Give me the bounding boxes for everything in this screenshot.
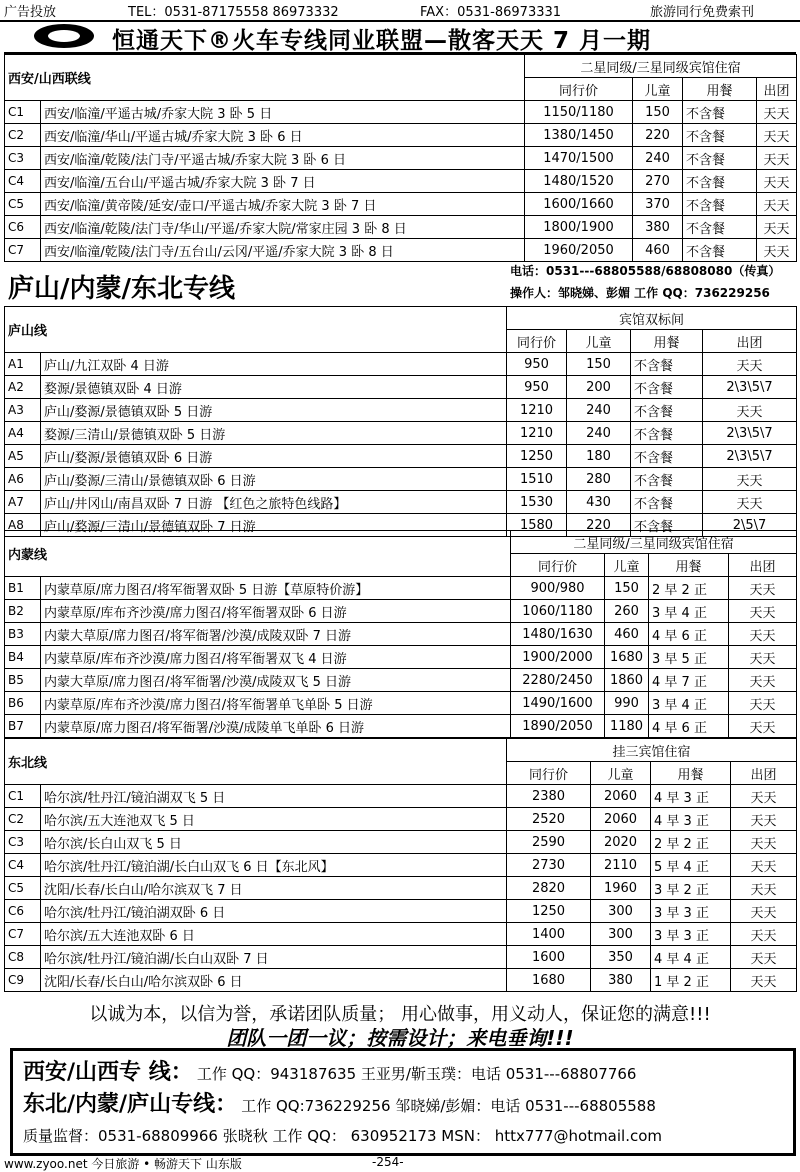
route-name: 哈尔滨/牡丹江/镜泊湖双卧 6 日 — [41, 900, 507, 923]
child-price: 240 — [633, 147, 683, 170]
neimeng-col-header: 儿童 — [605, 554, 649, 577]
child-price: 380 — [633, 216, 683, 239]
child-price: 1180 — [605, 715, 649, 738]
departure-days: 天天 — [731, 969, 797, 992]
table-row — [5, 124, 797, 147]
meal-info: 不含餐 — [631, 422, 703, 445]
departure-days: 天天 — [703, 399, 797, 422]
table-row — [5, 376, 797, 399]
route-name: 内蒙大草原/席力图召/将军衙署/沙漠/成陵双卧 7 日游 — [41, 623, 511, 646]
footer-site: www.zyoo.net 今日旅游 • 畅游天下 山东版 — [4, 1157, 242, 1171]
table-row — [5, 900, 797, 923]
route-price: 1480/1630 — [511, 623, 605, 646]
route-name: 内蒙草原/库布齐沙漠/席力图召/将军衙署单飞单卧 5 日游 — [41, 692, 511, 715]
route-price: 1150/1180 — [525, 101, 633, 124]
big-heading: 庐山/内蒙/东北专线 — [8, 274, 235, 304]
table-row — [5, 216, 797, 239]
departure-days: 天天 — [729, 715, 797, 738]
table-row — [5, 854, 797, 877]
table-row — [5, 923, 797, 946]
route-name: 婺源/三清山/景德镇双卧 5 日游 — [41, 422, 507, 445]
departure-days: 天天 — [703, 353, 797, 376]
tel-text: TEL：0531-87175558 86973332 — [128, 5, 339, 20]
route-name: 内蒙草原/库布齐沙漠/席力图召/将军衙署双卧 6 日游 — [41, 600, 511, 623]
dongbei-heading: 东北线 — [5, 739, 507, 785]
child-price: 370 — [633, 193, 683, 216]
meal-info: 1 早 2 正 — [651, 969, 731, 992]
departure-days: 天天 — [703, 468, 797, 491]
meal-info: 不含餐 — [631, 468, 703, 491]
table-row — [5, 831, 797, 854]
route-price: 1250 — [507, 900, 591, 923]
child-price: 2060 — [591, 808, 651, 831]
meal-info: 3 早 5 正 — [649, 646, 729, 669]
route-name: 哈尔滨/牡丹江/镜泊湖双飞 5 日 — [41, 785, 507, 808]
child-price: 1960 — [591, 877, 651, 900]
route-code: A8 — [5, 514, 41, 537]
child-price: 300 — [591, 900, 651, 923]
route-price: 1530 — [507, 491, 567, 514]
child-price: 220 — [567, 514, 631, 537]
route-name: 西安/临潼/黄帝陵/延安/壶口/平遥古城/乔家大院 3 卧 7 日 — [41, 193, 525, 216]
route-name: 西安/临潼/乾陵/法门寺/华山/平遥/乔家大院/常家庄园 3 卧 8 日 — [41, 216, 525, 239]
dongbei-line-label: 东北/内蒙/庐山专线： — [23, 1092, 238, 1117]
route-code: C3 — [5, 831, 41, 854]
quality-supervision: 质量监督：0531-68809966 张晓秋 工作 QQ： 630952173 MSN： httx777@hotmail.com — [23, 1127, 663, 1145]
meal-info: 不含餐 — [631, 376, 703, 399]
ad-label: 广告投放 — [4, 5, 57, 20]
route-name: 哈尔滨/牡丹江/镜泊湖/长白山双卧 7 日 — [41, 946, 507, 969]
child-price: 2020 — [591, 831, 651, 854]
route-code: C2 — [5, 808, 41, 831]
departure-days: 天天 — [703, 491, 797, 514]
contact-operator: 操作人：邹晓娣、彭媚 工作 QQ：736229256 — [510, 286, 770, 300]
neimeng-col-header: 出团 — [729, 554, 797, 577]
departure-days: 天天 — [757, 239, 797, 262]
fax-text: FAX：0531-86973331 — [420, 5, 562, 20]
meal-info: 不含餐 — [631, 514, 703, 537]
table-row — [5, 170, 797, 193]
route-code: B6 — [5, 692, 41, 715]
table-row — [5, 577, 797, 600]
child-price: 430 — [567, 491, 631, 514]
meal-info: 不含餐 — [631, 399, 703, 422]
route-name: 西安/临潼/五台山/平遥古城/乔家大院 3 卧 7 日 — [41, 170, 525, 193]
route-price: 1060/1180 — [511, 600, 605, 623]
meal-info: 3 早 2 正 — [651, 877, 731, 900]
child-price: 280 — [567, 468, 631, 491]
dongbei-col-header: 同行价 — [507, 762, 591, 785]
page-title: 恒通天下®火车专线同业联盟—散客天天 7 月一期 — [112, 28, 652, 54]
child-price: 150 — [567, 353, 631, 376]
route-price: 1510 — [507, 468, 567, 491]
route-code: A4 — [5, 422, 41, 445]
meal-info: 3 早 3 正 — [651, 923, 731, 946]
route-price: 2380 — [507, 785, 591, 808]
route-code: C6 — [5, 216, 41, 239]
xian-col-header: 同行价 — [525, 78, 633, 101]
meal-info: 不含餐 — [683, 124, 757, 147]
neimeng-table — [4, 530, 797, 738]
meal-info: 不含餐 — [631, 491, 703, 514]
neimeng-col-header: 用餐 — [649, 554, 729, 577]
route-code: C5 — [5, 193, 41, 216]
route-price: 1470/1500 — [525, 147, 633, 170]
neimeng-col-header: 同行价 — [511, 554, 605, 577]
route-name: 庐山/九江双卧 4 日游 — [41, 353, 507, 376]
route-code: B2 — [5, 600, 41, 623]
meal-info: 不含餐 — [683, 193, 757, 216]
route-code: C7 — [5, 239, 41, 262]
meal-info: 4 早 3 正 — [651, 808, 731, 831]
route-name: 哈尔滨/五大连池双卧 6 日 — [41, 923, 507, 946]
table-row — [5, 193, 797, 216]
departure-days: 天天 — [729, 669, 797, 692]
route-name: 沈阳/长春/长白山/哈尔滨双卧 6 日 — [41, 969, 507, 992]
route-name: 西安/临潼/平遥古城/乔家大院 3 卧 5 日 — [41, 101, 525, 124]
route-name: 庐山/婺源/三清山/景德镇双卧 7 日游 — [41, 514, 507, 537]
table-row — [5, 399, 797, 422]
route-price: 1580 — [507, 514, 567, 537]
neimeng-heading: 内蒙线 — [5, 531, 511, 577]
meal-info: 2 早 2 正 — [651, 831, 731, 854]
departure-days: 天天 — [729, 600, 797, 623]
route-price: 1960/2050 — [525, 239, 633, 262]
top-bar — [0, 0, 800, 22]
table-row — [5, 491, 797, 514]
route-price: 1210 — [507, 422, 567, 445]
lushan-col-header: 出团 — [703, 330, 797, 353]
lushan-col-header: 同行价 — [507, 330, 567, 353]
free-text: 旅游同行免费索刊 — [650, 5, 755, 20]
meal-info: 不含餐 — [683, 147, 757, 170]
departure-days: 天天 — [731, 854, 797, 877]
route-name: 哈尔滨/五大连池双飞 5 日 — [41, 808, 507, 831]
meal-info: 不含餐 — [631, 353, 703, 376]
table-row — [5, 101, 797, 124]
route-price: 950 — [507, 353, 567, 376]
departure-days: 天天 — [731, 900, 797, 923]
route-name: 内蒙草原/库布齐沙漠/席力图召/将军衙署双飞 4 日游 — [41, 646, 511, 669]
departure-days: 天天 — [731, 831, 797, 854]
route-price: 1400 — [507, 923, 591, 946]
route-name: 内蒙大草原/席力图召/将军衙署/沙漠/成陵双飞 5 日游 — [41, 669, 511, 692]
table-row — [5, 445, 797, 468]
xian-line-label: 西安/山西专 线： — [23, 1060, 193, 1085]
route-name: 庐山/婺源/三清山/景德镇双卧 6 日游 — [41, 468, 507, 491]
table-row — [5, 623, 797, 646]
neimeng-hotel: 二星同级/三星同级宾馆住宿 — [511, 531, 797, 554]
table-row — [5, 669, 797, 692]
route-name: 内蒙草原/席力图召/将军衙署双卧 5 日游【草原特价游】 — [41, 577, 511, 600]
route-code: A2 — [5, 376, 41, 399]
child-price: 350 — [591, 946, 651, 969]
child-price: 240 — [567, 399, 631, 422]
child-price: 300 — [591, 923, 651, 946]
route-code: A7 — [5, 491, 41, 514]
route-code: C1 — [5, 785, 41, 808]
departure-days: 天天 — [757, 216, 797, 239]
meal-info: 4 早 6 正 — [649, 715, 729, 738]
route-name: 西安/临潼/乾陵/法门寺/五台山/云冈/平遥/乔家大院 3 卧 8 日 — [41, 239, 525, 262]
xian-table — [4, 54, 797, 262]
route-price: 2730 — [507, 854, 591, 877]
xian-col-header: 用餐 — [683, 78, 757, 101]
departure-days: 天天 — [731, 808, 797, 831]
dongbei-col-header: 儿童 — [591, 762, 651, 785]
meal-info: 不含餐 — [683, 239, 757, 262]
departure-days: 天天 — [729, 577, 797, 600]
page-number: -254- — [372, 1155, 404, 1169]
meal-info: 4 早 6 正 — [649, 623, 729, 646]
route-code: A3 — [5, 399, 41, 422]
route-price: 950 — [507, 376, 567, 399]
meal-info: 2 早 2 正 — [649, 577, 729, 600]
dongbei-table — [4, 738, 797, 992]
child-price: 220 — [633, 124, 683, 147]
route-name: 婺源/景德镇双卧 4 日游 — [41, 376, 507, 399]
route-name: 内蒙草原/席力图召/将军衙署/沙漠/成陵单飞单卧 6 日游 — [41, 715, 511, 738]
title-bar — [4, 22, 796, 54]
route-code: B4 — [5, 646, 41, 669]
child-price: 2110 — [591, 854, 651, 877]
route-price: 1600 — [507, 946, 591, 969]
route-name: 沈阳/长春/长白山/哈尔滨双飞 7 日 — [41, 877, 507, 900]
lushan-table — [4, 306, 797, 537]
table-row — [5, 646, 797, 669]
departure-days: 天天 — [757, 147, 797, 170]
route-code: B1 — [5, 577, 41, 600]
child-price: 150 — [605, 577, 649, 600]
child-price: 380 — [591, 969, 651, 992]
route-price: 1210 — [507, 399, 567, 422]
route-price: 2590 — [507, 831, 591, 854]
route-code: C4 — [5, 854, 41, 877]
route-code: A5 — [5, 445, 41, 468]
table-row — [5, 692, 797, 715]
departure-days: 2\5\7 — [703, 514, 797, 537]
xian-col-header: 出团 — [757, 78, 797, 101]
table-row — [5, 946, 797, 969]
route-price: 2820 — [507, 877, 591, 900]
child-price: 270 — [633, 170, 683, 193]
departure-days: 天天 — [731, 785, 797, 808]
departure-days: 天天 — [729, 623, 797, 646]
route-code: C4 — [5, 170, 41, 193]
table-row — [5, 147, 797, 170]
meal-info: 不含餐 — [683, 170, 757, 193]
table-row — [5, 600, 797, 623]
child-price: 240 — [567, 422, 631, 445]
departure-days: 天天 — [731, 877, 797, 900]
xian-line-info: 工作 QQ：943187635 王亚男/靳玉璞：电话 0531---68807766 — [196, 1065, 637, 1083]
meal-info: 3 早 4 正 — [649, 692, 729, 715]
dongbei-line-info: 工作 QQ:736229256 邹晓娣/彭媚：电话 0531---68805588 — [241, 1097, 656, 1115]
table-row — [5, 239, 797, 262]
xian-col-header: 儿童 — [633, 78, 683, 101]
departure-days: 2\3\5\7 — [703, 422, 797, 445]
table-row — [5, 468, 797, 491]
route-price: 1250 — [507, 445, 567, 468]
departure-days: 天天 — [757, 170, 797, 193]
contact-box — [10, 1048, 796, 1156]
departure-days: 天天 — [731, 946, 797, 969]
departure-days: 天天 — [729, 646, 797, 669]
child-price: 150 — [633, 101, 683, 124]
meal-info: 4 早 7 正 — [649, 669, 729, 692]
route-price: 1680 — [507, 969, 591, 992]
departure-days: 2\3\5\7 — [703, 445, 797, 468]
meal-info: 3 早 3 正 — [651, 900, 731, 923]
table-row — [5, 808, 797, 831]
contact-phone: 电话：0531---68805588/68808080（传真） — [510, 264, 781, 278]
meal-info: 不含餐 — [683, 216, 757, 239]
route-name: 哈尔滨/长白山双飞 5 日 — [41, 831, 507, 854]
child-price: 1680 — [605, 646, 649, 669]
route-name: 庐山/井冈山/南昌双卧 7 日游 【红色之旅特色线路】 — [41, 491, 507, 514]
table-row — [5, 785, 797, 808]
dongbei-col-header: 用餐 — [651, 762, 731, 785]
child-price: 200 — [567, 376, 631, 399]
route-price: 900/980 — [511, 577, 605, 600]
route-price: 1480/1520 — [525, 170, 633, 193]
dongbei-col-header: 出团 — [731, 762, 797, 785]
departure-days: 天天 — [729, 692, 797, 715]
departure-days: 天天 — [731, 923, 797, 946]
table-row — [5, 422, 797, 445]
meal-info: 不含餐 — [683, 101, 757, 124]
table-row — [5, 877, 797, 900]
departure-days: 2\3\5\7 — [703, 376, 797, 399]
route-name: 哈尔滨/牡丹江/镜泊湖/长白山双飞 6 日【东北风】 — [41, 854, 507, 877]
lushan-col-header: 用餐 — [631, 330, 703, 353]
departure-days: 天天 — [757, 101, 797, 124]
lushan-hotel: 宾馆双标间 — [507, 307, 797, 330]
meal-info: 不含餐 — [631, 445, 703, 468]
route-code: C5 — [5, 877, 41, 900]
route-code: C1 — [5, 101, 41, 124]
meal-info: 5 早 4 正 — [651, 854, 731, 877]
route-price: 1800/1900 — [525, 216, 633, 239]
route-price: 1380/1450 — [525, 124, 633, 147]
route-price: 1490/1600 — [511, 692, 605, 715]
table-row — [5, 353, 797, 376]
child-price: 990 — [605, 692, 649, 715]
child-price: 260 — [605, 600, 649, 623]
route-code: A1 — [5, 353, 41, 376]
route-code: C7 — [5, 923, 41, 946]
route-code: C9 — [5, 969, 41, 992]
child-price: 460 — [605, 623, 649, 646]
route-code: A6 — [5, 468, 41, 491]
route-price: 1600/1660 — [525, 193, 633, 216]
route-price: 2520 — [507, 808, 591, 831]
child-price: 460 — [633, 239, 683, 262]
lushan-col-header: 儿童 — [567, 330, 631, 353]
route-code: B7 — [5, 715, 41, 738]
child-price: 180 — [567, 445, 631, 468]
route-code: B5 — [5, 669, 41, 692]
meal-info: 4 早 3 正 — [651, 785, 731, 808]
dongbei-hotel: 挂三宾馆住宿 — [507, 739, 797, 762]
route-code: C8 — [5, 946, 41, 969]
route-price: 2280/2450 — [511, 669, 605, 692]
departure-days: 天天 — [757, 124, 797, 147]
route-code: C3 — [5, 147, 41, 170]
table-row — [5, 715, 797, 738]
route-price: 1890/2050 — [511, 715, 605, 738]
route-name: 西安/临潼/华山/平遥古城/乔家大院 3 卧 6 日 — [41, 124, 525, 147]
footer — [0, 1153, 800, 1172]
route-name: 庐山/婺源/景德镇双卧 5 日游 — [41, 399, 507, 422]
xian-hotel: 二星同级/三星同级宾馆住宿 — [525, 55, 797, 78]
table-row — [5, 969, 797, 992]
meal-info: 3 早 4 正 — [649, 600, 729, 623]
route-code: C2 — [5, 124, 41, 147]
departure-days: 天天 — [757, 193, 797, 216]
route-code: C6 — [5, 900, 41, 923]
slogan-line-2: 团队一团一议；按需设计；来电垂询!!! — [226, 1026, 574, 1050]
child-price: 2060 — [591, 785, 651, 808]
route-name: 庐山/婺源/景德镇双卧 6 日游 — [41, 445, 507, 468]
child-price: 1860 — [605, 669, 649, 692]
route-name: 西安/临潼/乾陵/法门寺/平遥古城/乔家大院 3 卧 6 日 — [41, 147, 525, 170]
route-code: B3 — [5, 623, 41, 646]
meal-info: 4 早 4 正 — [651, 946, 731, 969]
slogan-line-1: 以诚为本，以信为誉，承诺团队质量； 用心做事，用义动人，保证您的满意!!! — [89, 1004, 711, 1025]
lushan-heading: 庐山线 — [5, 307, 507, 353]
xian-heading: 西安/山西联线 — [5, 55, 525, 101]
brand-logo-icon — [34, 24, 94, 48]
route-price: 1900/2000 — [511, 646, 605, 669]
